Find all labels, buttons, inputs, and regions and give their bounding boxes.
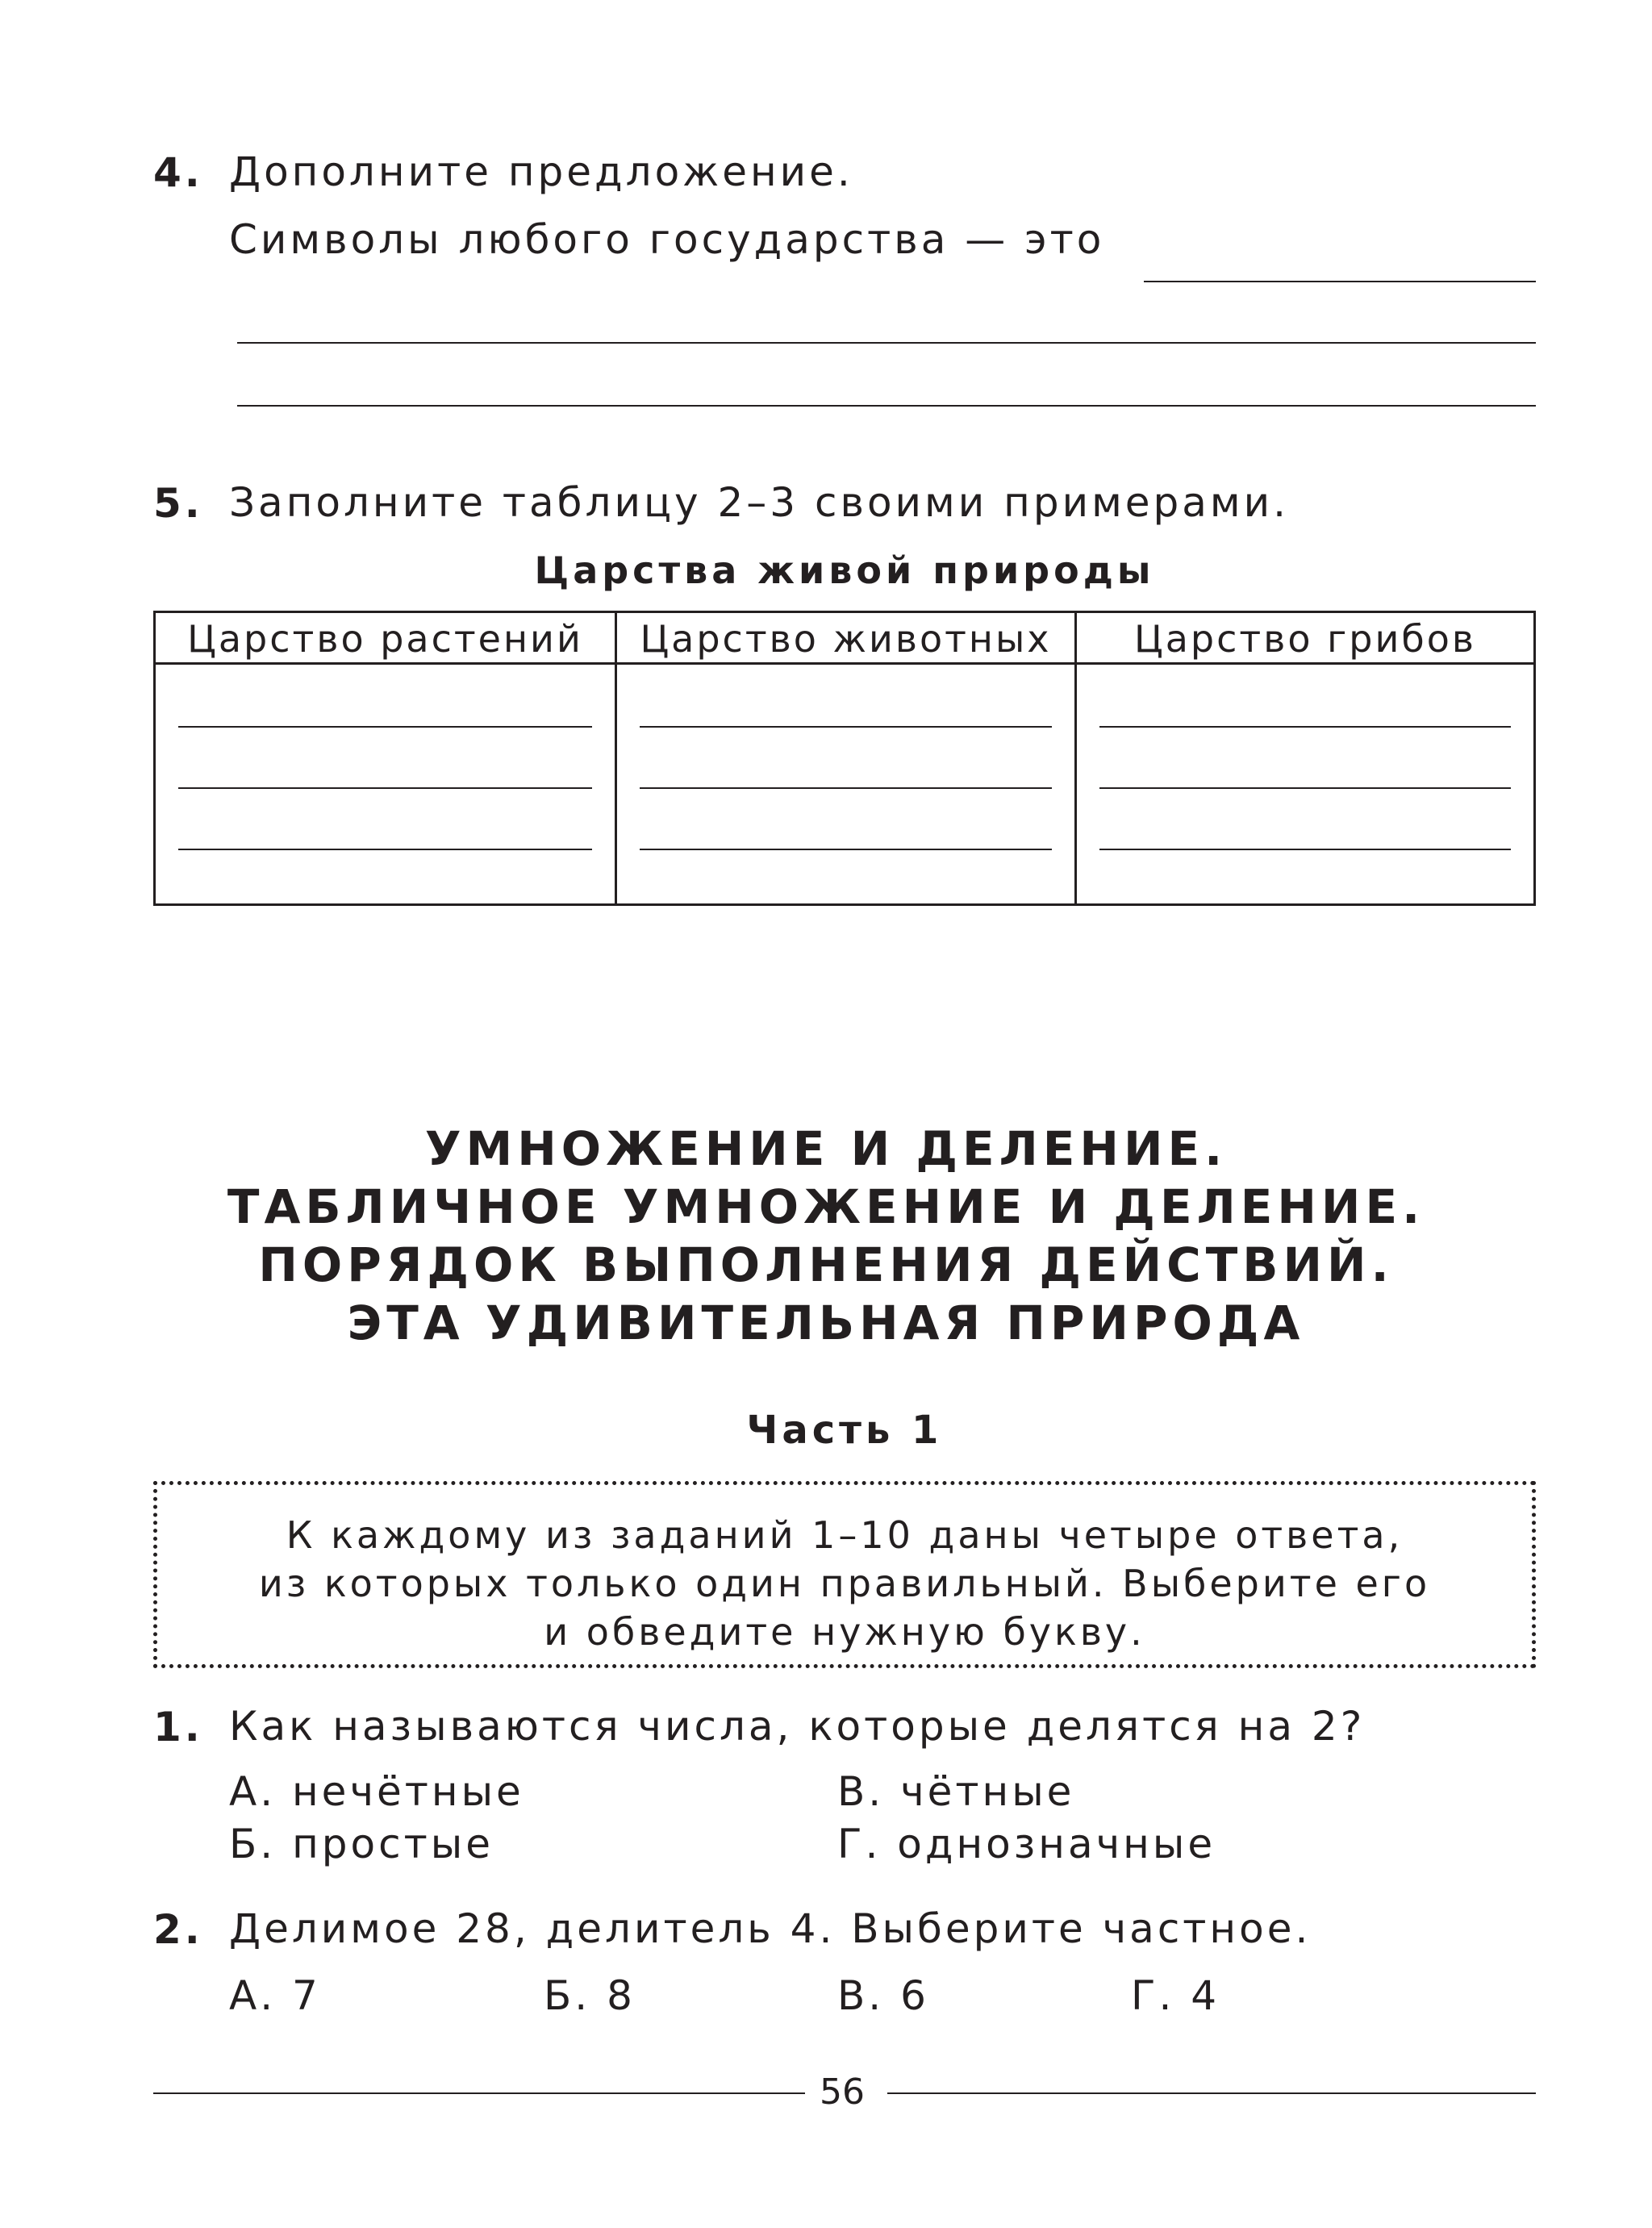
task4-sentence: Символы любого государства — это <box>229 216 1105 263</box>
answer-line-1[interactable] <box>1144 281 1536 282</box>
q2-question: Делимое 28, делитель 4. Выберите частное. <box>229 1905 1312 1952</box>
q2-option-g[interactable]: Г. 4 <box>1131 1972 1220 2019</box>
table-answer-line[interactable] <box>640 849 1052 850</box>
q1-option-g[interactable]: Г. однозначные <box>837 1821 1216 1867</box>
q1-option-a[interactable]: А. нечётные <box>229 1768 524 1815</box>
q1-option-v[interactable]: В. чётные <box>837 1768 1075 1815</box>
table-answer-line[interactable] <box>178 726 592 728</box>
q2-option-v[interactable]: В. 6 <box>837 1972 929 2019</box>
table-answer-line[interactable] <box>178 849 592 850</box>
section-title-line-1: УМНОЖЕНИЕ И ДЕЛЕНИЕ. <box>424 1121 1228 1176</box>
table-header-fungi: Царство грибов <box>1134 617 1476 661</box>
table-answer-line[interactable] <box>640 787 1052 789</box>
table-answer-line[interactable] <box>178 787 592 789</box>
table-header-plants: Царство растений <box>187 617 583 661</box>
section-title-line-3: ПОРЯДОК ВЫПОЛНЕНИЯ ДЕЙСТВИЙ. <box>258 1237 1394 1292</box>
task5-instruction: Заполните таблицу 2–3 своими примерами. <box>229 479 1290 526</box>
task5-number: 5. <box>153 480 203 527</box>
q2-option-b[interactable]: Б. 8 <box>544 1972 636 2019</box>
instructions-line-2: из которых только один правильный. Выберите его <box>258 1562 1431 1605</box>
table-answer-line[interactable] <box>1099 787 1511 789</box>
q2-option-a[interactable]: А. 7 <box>229 1972 321 2019</box>
footer-rule-right <box>887 2092 1536 2094</box>
table-answer-line[interactable] <box>1099 726 1511 728</box>
page-number: 56 <box>820 2072 865 2113</box>
table-header-animals: Царство животных <box>640 617 1052 661</box>
answer-line-2[interactable] <box>237 342 1536 344</box>
q1-number: 1. <box>153 1704 203 1750</box>
task4-number: 4. <box>153 149 203 196</box>
instructions-box <box>153 1481 1536 1668</box>
section-title-line-2: ТАБЛИЧНОЕ УМНОЖЕНИЕ И ДЕЛЕНИЕ. <box>227 1179 1425 1234</box>
instructions-line-3: и обведите нужную букву. <box>544 1610 1145 1654</box>
part-heading: Часть 1 <box>746 1408 943 1453</box>
footer-rule-left <box>153 2092 805 2094</box>
answer-line-3[interactable] <box>237 405 1536 407</box>
task4-instruction: Дополните предложение. <box>229 148 853 195</box>
q2-number: 2. <box>153 1906 203 1953</box>
q1-question: Как называются числа, которые делятся на 2? <box>229 1703 1366 1750</box>
section-title-line-4: ЭТА УДИВИТЕЛЬНАЯ ПРИРОДА <box>347 1295 1305 1350</box>
kingdoms-table <box>153 611 1536 906</box>
q1-option-b[interactable]: Б. простые <box>229 1821 494 1867</box>
instructions-line-1: К каждому из заданий 1–10 даны четыре ответа, <box>286 1513 1404 1557</box>
table-answer-line[interactable] <box>640 726 1052 728</box>
table-header-row <box>156 613 1533 665</box>
table-title: Царства живой природы <box>534 549 1155 592</box>
table-answer-line[interactable] <box>1099 849 1511 850</box>
